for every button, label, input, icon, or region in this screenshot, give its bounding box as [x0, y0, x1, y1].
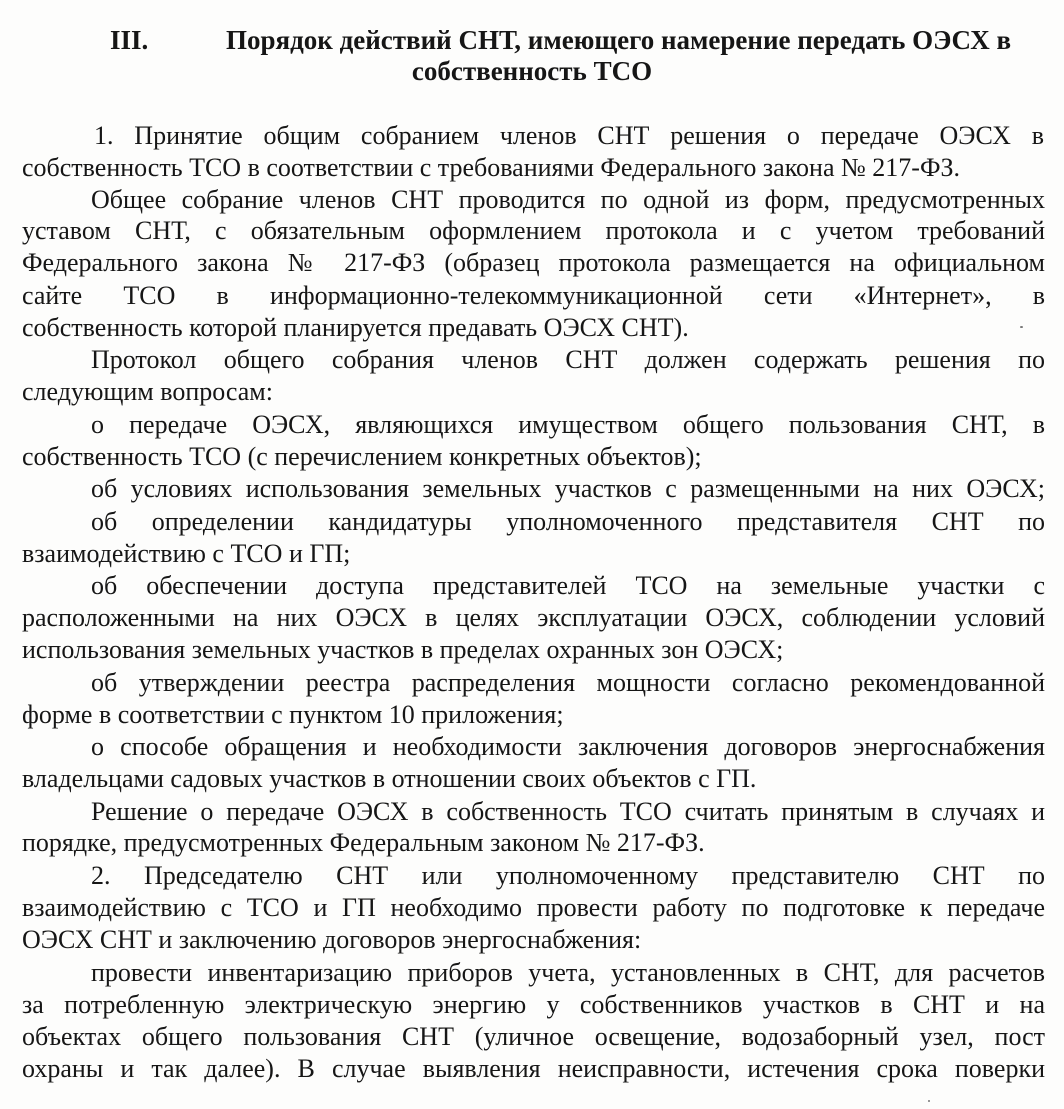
text-line: о передаче ОЭСХ, являющихся имуществом общего пользования СНТ, в — [91, 410, 1045, 439]
text-line: форме в соответствии с пунктом 10 приложения; — [22, 700, 564, 729]
text-line: уставом СНТ, с обязательным оформлением протокола и с учетом требований — [22, 216, 1045, 245]
text-line: о способе обращения и необходимости заключения договоров энергоснабжения — [91, 732, 1045, 761]
section-title-line1: Порядок действий СНТ, имеющего намерение передать ОЭСХ в — [226, 25, 1012, 55]
text-line: ОЭСХ СНТ и заключению договоров энергоснабжения: — [22, 925, 642, 954]
text-line: за потребленную электрическую энергию у собственников участков в СНТ и на — [22, 990, 1045, 1019]
text-line: порядке, предусмотренных Федеральным законом № 217-ФЗ. — [22, 828, 705, 857]
text-line: об определении кандидатуры уполномоченного представителя СНТ по — [91, 507, 1045, 536]
text-line: 1. Принятие общим собранием членов СНТ решения о передаче ОЭСХ в — [94, 121, 1044, 150]
text-line: собственность ТСО в соответствии с требованиями Федерального закона № 217-ФЗ. — [22, 153, 961, 182]
text-line: об условиях использования земельных участков с размещенными на них ОЭСХ; — [91, 474, 1045, 503]
text-line: следующим вопросам: — [22, 377, 273, 406]
text-line: расположенными на них ОЭСХ в целях эксплуатации ОЭСХ, соблюдении условий — [22, 603, 1045, 632]
text-line: объектах общего пользования СНТ (уличное освещение, водозаборный узел, пост — [22, 1022, 1045, 1051]
scan-speck — [928, 1100, 930, 1102]
text-line: провести инвентаризацию приборов учета, установленных в СНТ, для расчетов — [91, 958, 1045, 987]
text-line: Общее собрание членов СНТ проводится по одной из форм, предусмотренных — [91, 185, 1045, 214]
text-line: взаимодействию с ТСО и ГП необходимо провести работу по подготовке к передаче — [22, 893, 1045, 922]
text-line: 2. Председателю СНТ или уполномоченному представителю СНТ по — [91, 861, 1045, 890]
text-line: собственность ТСО (с перечислением конкретных объектов); — [22, 442, 702, 471]
text-line: сайте ТСО в информационно-телекоммуникационной сети «Интернет», в — [22, 281, 1045, 310]
text-line: охраны и так далее). В случае выявления неисправности, истечения срока поверки — [22, 1054, 1045, 1083]
text-line: собственность которой планируется предавать ОЭСХ СНТ). — [22, 313, 689, 342]
text-line: владельцами садовых участков в отношении своих объектов с ГП. — [22, 764, 757, 793]
section-number: III. — [110, 25, 149, 55]
text-line: Федерального закона № 217-ФЗ (образец протокола размещается на официальном — [22, 248, 1045, 277]
scan-speck — [1020, 326, 1023, 328]
text-line: об обеспечении доступа представителей ТСО на земельные участки с — [91, 571, 1045, 600]
section-title-line2: собственность ТСО — [411, 56, 653, 86]
text-line: Решение о передаче ОЭСХ в собственность ТСО считать принятым в случаях и — [91, 797, 1045, 826]
text-line: взаимодействию с ТСО и ГП; — [22, 539, 351, 568]
text-line: использования земельных участков в пределах охранных зон ОЭСХ; — [22, 635, 784, 664]
text-line: об утверждении реестра распределения мощности согласно рекомендованной — [91, 668, 1045, 697]
text-line: Протокол общего собрания членов СНТ должен содержать решения по — [91, 345, 1045, 374]
